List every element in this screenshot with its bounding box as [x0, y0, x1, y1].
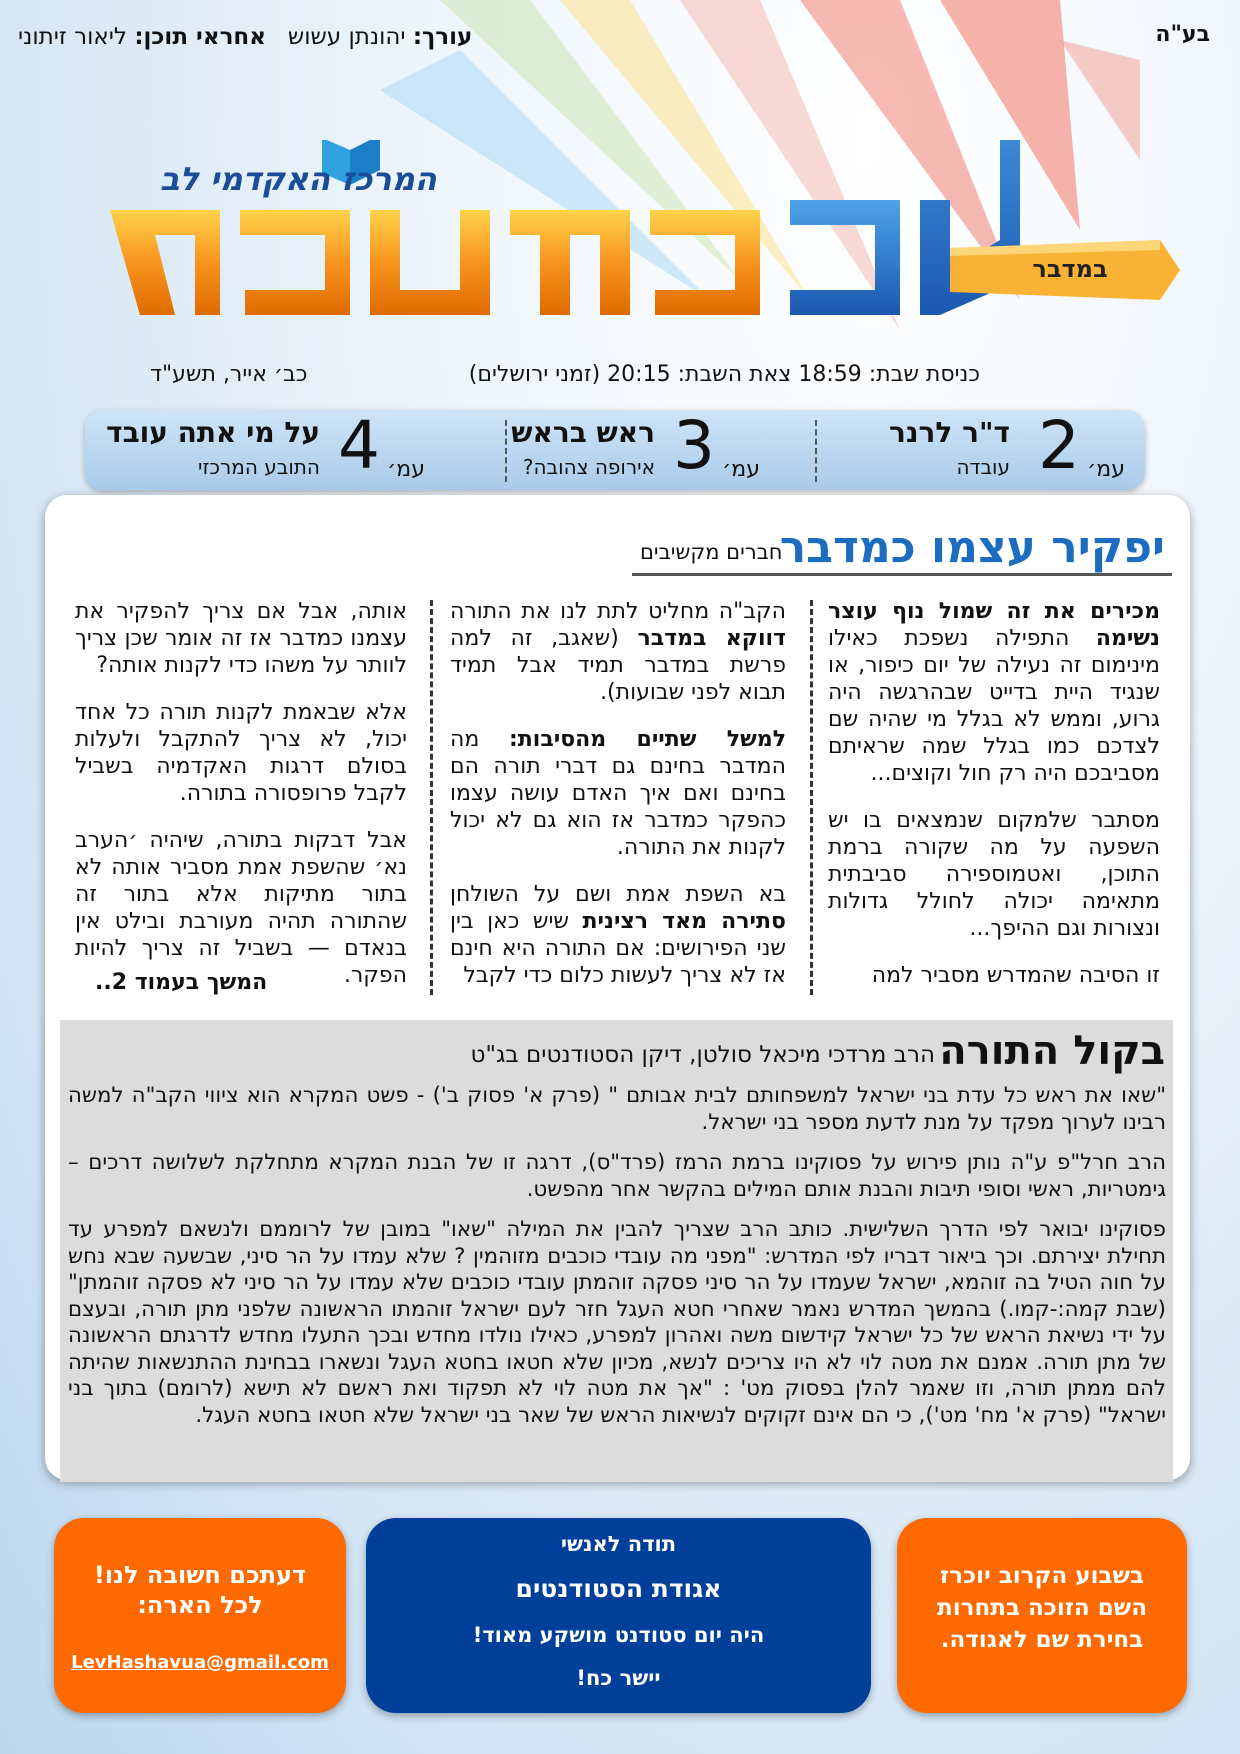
tab-divider — [815, 420, 817, 482]
content-name: ליאור זיתוני — [18, 24, 127, 50]
announcement-box: בשבוע הקרוב יוכרז השם הזוכה בתחרות בחירת שם לאגודה. — [897, 1518, 1187, 1713]
paragraph: הקב"ה מחליט לתת לנו את התורה דווקא במדבר (שאגב, זה למה פרשת במדבר תמיד אבל תמיד תבוא לפני שבועות). — [450, 599, 786, 705]
paragraph: פסוקינו יבואר לפי הדרך השלישית. כותב הרב שצריך להבין את המילה "שאו" במובן של לרוממם ולנשאם למפרע עד תחילת יצירתם. וכך ביאור דבריו לפי המדרש: "מפני מה עובדי כוכבים מזוהמין ? שלא עמדו על הר סיני, שבשעה שבא נחש על חוה הטיל בה זוהמא, ישראל שעמדו על הר סיני פסקה זוהמתן עובדי כוכבים שלא עמדו על הר סיני לא פסקה זוהמתן"(שבת קמה:-קמו.) בהמשך המדרש נאמר שאחרי חטא העגל חזר לעם ישראל זוהמתו הראשונה שלפני מתן תורה, ובעצם על ידי נשיאת הראש של כל ישראל קידשום משה ואהרון למפרע, כאילו נולדו מחדש ובכך התעלו מחדש לדרגתם הראשונה של מתן תורה. אמנם את מטה לוי לא היו צריכים לנשא, מכיון שלא חטאו בחטא העגל ונשארו בבחינת ההתנשאות שהיתה להם ממתן תורה, וזו שאמר להלן בפסוק מט' : "אך את מטה לוי לא תפקוד ואת ראשם לא תישא (לרומם) בתוך בני ישראל" (פרק א' מח' מט'), כי הם אינם זקוקים לנשיאות הראש של שאר בני ישראל שלא חטאו בחטא העגל. — [68, 1217, 1166, 1428]
bekol-body — [68, 1083, 1166, 1443]
tab-page-4[interactable] — [100, 407, 445, 490]
tab-title: על מי אתה עובד — [106, 416, 320, 449]
page-number: 2 — [1038, 407, 1080, 484]
page-label: עמ׳ — [722, 457, 760, 482]
article-column-1 — [828, 598, 1160, 1009]
parasha-name: במדבר — [1032, 255, 1108, 283]
bh-mark: בע"ה — [1155, 22, 1210, 47]
academic-center-name: המרכז האקדמי לב — [160, 160, 437, 198]
article-column-2 — [450, 598, 786, 1009]
paragraph: אבל דבקות בתורה, שיהיה ׳הערב נא׳ שהשפת אמת מסביר אותה לא בתור מתיקות אלא בתור זה שהתורה תהיה מעורבת ובילט אין בנאדם — בשביל זה צריך להיות הפקר. — [75, 828, 407, 988]
title-underline — [632, 573, 1172, 576]
column-divider — [810, 600, 813, 995]
shabbat-times: כניסת שבת: 18:59 צאת השבת: 20:15 (זמני ירושלים) — [468, 362, 980, 387]
article-column-3 — [75, 598, 407, 1009]
paragraph: מכירים את זה שמול נוף עוצר נשימה התפילה נשפכת כאילו מינימום זה נעילה של יום כיפור, או שנגיד היית בדייט שבהרגשה היה גרוע, וממש לא בגלל מי שהיה שם לצדכם כמו בגלל שמה שראיתם מסביבכם היה רק חול וקוצים... — [828, 599, 1160, 786]
paragraph: בא השפת אמת ושם על השולחן סתירה מאד רצינית שיש כאן בין שני הפירושים: אם התורה היא חינם אז לא צריך לעשות כלום כדי לקבל — [450, 882, 786, 988]
paragraph: אותה, אבל אם צריך להפקיר את עצמנו כמדבר אז זה אומר שכן צריך לוותר על משהו כדי לקנות אותה? — [75, 599, 407, 678]
paragraph: מסתבר שלמקום שנמצאים בו יש השפעה על מה שקורה ברמת התוכן, ואטמוספירה סביבתית מתאימה יכולה לחולל גדולות ונצורות וגם ההיפך... — [828, 808, 1160, 941]
tab-subtitle: אירופה צהובה? — [522, 455, 655, 479]
feedback-box: דעתכם חשובה לנו! לכל הארה: LevHashavua@gmail.com — [54, 1518, 346, 1713]
paragraph: אלא שבאמת לקנות תורה כל אחד יכול, לא צריך להתקבל ולעלות בסולם דרגות האקדמיה בשביל לקבל פרופסורה בתורה. — [75, 700, 407, 806]
article-title: יפקיר עצמו כמדבר — [779, 522, 1165, 573]
bekol-title: בקול התורה — [939, 1028, 1165, 1074]
bekol-author: הרב מרדכי מיכאל סולטן, דיקן הסטודנטים בג"ט — [470, 1042, 935, 1068]
tab-subtitle: התובע המרכזי — [197, 455, 320, 479]
tab-title: ד"ר לרנר — [889, 416, 1010, 449]
continued-note: המשך בעמוד 2.. — [95, 970, 268, 995]
thanks-box: תודה לאנשי אגודת הסטודנטים היה יום סטודנט מושקע מאוד! יישר כח! — [366, 1518, 871, 1713]
hebrew-date: כב׳ אייר, תשע"ד — [150, 362, 308, 387]
article-subtitle: חברים מקשיבים — [640, 540, 783, 564]
tab-divider — [505, 420, 507, 482]
page-label: עמ׳ — [387, 457, 425, 482]
content-label: אחראי תוכן: — [134, 24, 266, 50]
tab-title: ראש בראש — [511, 416, 655, 449]
paragraph: "שאו את ראש כל עדת בני ישראל למשפחותם לבית אבותם " (פרק א' פסוק ב') - פשט המקרא הוא ציווי הקב"ה למשה רבינו לערוך מפקד על מנת לדעת מספר בני ישראל. — [68, 1083, 1166, 1135]
editor-name: יהונתן עשוש — [287, 24, 406, 50]
paragraph: למשל שתיים מהסיבות: מה המדבר בחינם גם דברי תורה הם בחינם ואם איך האדם עושה עצמו כהפקר כמדבר אז הוא גם לא יכול לקנות את התורה. — [450, 727, 786, 860]
tab-page-2[interactable] — [790, 407, 1145, 490]
editor-label: עורך: — [412, 24, 473, 50]
paragraph: הרב חרל"פ ע"ה נותן פירוש על פסוקינו ברמת הרמז (פרד"ס), דרגה זו של הבנת המקרא מתחלקת לשלושה דרכים – גימטריות, ראשי וסופי תיבות והבנת אותם המילים בהקשר אחר מהפשט. — [68, 1150, 1166, 1202]
paragraph: זו הסיבה שהמדרש מסביר למה — [871, 963, 1160, 988]
tab-subtitle: עובדה — [956, 455, 1010, 479]
tab-page-3[interactable] — [450, 407, 780, 490]
email-link[interactable]: LevHashavua@gmail.com — [71, 1652, 329, 1673]
page-label: עמ׳ — [1087, 457, 1125, 482]
page-number: 3 — [673, 407, 715, 484]
page-number: 4 — [338, 407, 380, 484]
contents-bar — [85, 407, 1145, 490]
column-divider — [430, 600, 433, 995]
